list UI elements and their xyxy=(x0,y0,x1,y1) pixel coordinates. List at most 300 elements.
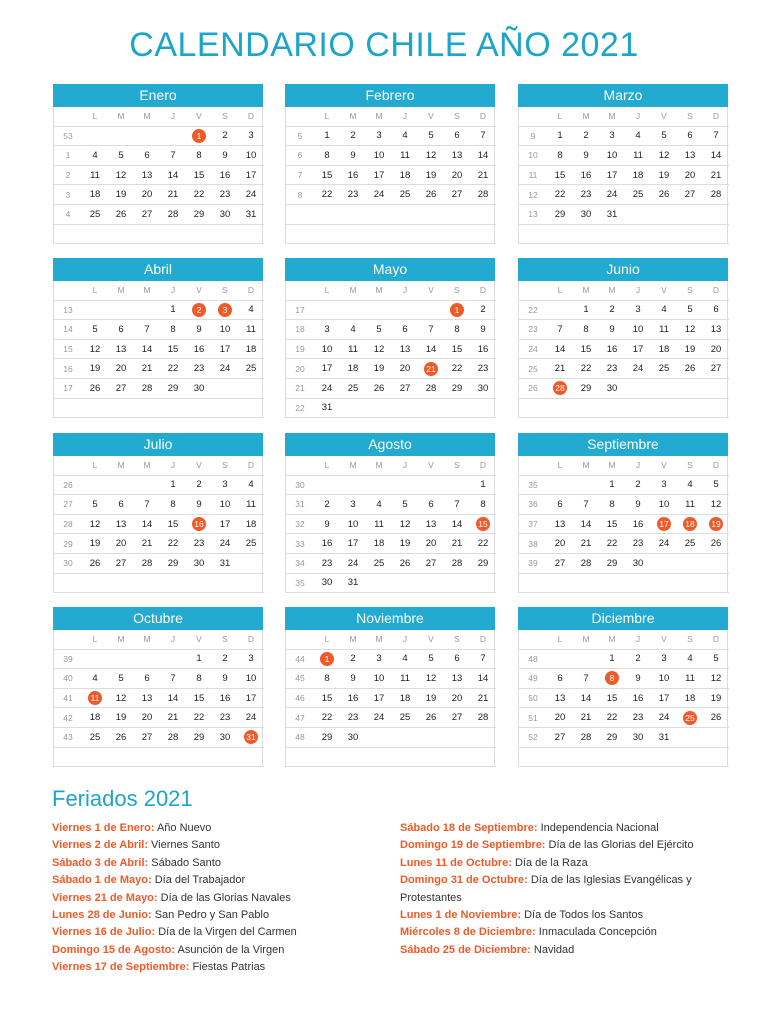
day-cell: 16 xyxy=(314,534,340,554)
day-cell xyxy=(340,224,366,244)
week-row xyxy=(519,398,729,418)
day-cell xyxy=(314,224,340,244)
day-cell: 22 xyxy=(470,534,496,554)
holiday-date: Lunes 11 de Octubre: xyxy=(400,856,512,869)
week-number: 30 xyxy=(54,553,82,573)
day-cell xyxy=(392,204,418,224)
holiday-marker: 17 xyxy=(657,517,671,531)
day-cell: 2 xyxy=(573,126,599,146)
weekday-label: V xyxy=(651,630,677,649)
day-cell: 20 xyxy=(108,359,134,379)
weekday-row xyxy=(286,281,496,300)
day-cell: 6 xyxy=(108,495,134,515)
day-cell xyxy=(547,398,573,418)
day-cell: 22 xyxy=(160,534,186,554)
day-cell: 18 xyxy=(340,359,366,379)
day-cell: 11 xyxy=(366,514,392,534)
week-row xyxy=(286,475,496,495)
day-cell: 2 xyxy=(186,475,212,495)
day-cell: 19 xyxy=(677,339,703,359)
day-cell: 24 xyxy=(340,553,366,573)
week-number: 25 xyxy=(519,359,547,379)
week-row xyxy=(519,495,729,515)
day-cell: 30 xyxy=(212,727,238,747)
day-cell: 20 xyxy=(134,185,160,205)
day-cell xyxy=(418,398,444,418)
day-cell: 11 xyxy=(651,320,677,340)
day-cell: 31 xyxy=(238,204,264,224)
week-row xyxy=(54,495,264,515)
day-cell: 14 xyxy=(470,669,496,689)
day-cell: 25 xyxy=(238,534,264,554)
weekday-label: D xyxy=(238,281,264,300)
day-cell: 7 xyxy=(160,146,186,166)
day-cell xyxy=(186,398,212,418)
day-cell: 28 xyxy=(160,727,186,747)
week-number xyxy=(519,398,547,418)
month-calendar xyxy=(53,84,263,244)
day-cell: 21 xyxy=(160,185,186,205)
week-number: 12 xyxy=(519,185,547,205)
day-cell: 17 xyxy=(625,339,651,359)
day-cell xyxy=(677,204,703,224)
day-cell: 19 xyxy=(82,359,108,379)
week-number: 20 xyxy=(286,359,314,379)
weekday-label: L xyxy=(547,456,573,475)
week-row xyxy=(286,534,496,554)
day-cell: 12 xyxy=(703,495,729,515)
day-cell: 12 xyxy=(418,146,444,166)
holiday-date: Viernes 1 de Enero: xyxy=(52,822,155,834)
weekday-label: V xyxy=(418,456,444,475)
week-number: 11 xyxy=(519,165,547,185)
day-cell: 23 xyxy=(340,708,366,728)
day-cell: 18 xyxy=(238,339,264,359)
day-cell: 13 xyxy=(134,165,160,185)
day-cell: 16 xyxy=(340,165,366,185)
day-cell: 20 xyxy=(108,534,134,554)
weekday-label: S xyxy=(444,281,470,300)
week-number: 39 xyxy=(519,553,547,573)
day-cell xyxy=(186,573,212,593)
week-number: 52 xyxy=(519,727,547,747)
holiday-item xyxy=(400,872,720,907)
day-cell: 12 xyxy=(703,669,729,689)
holiday-date: Miércoles 8 de Diciembre: xyxy=(400,926,536,939)
day-cell: 8 xyxy=(160,495,186,515)
day-cell: 9 xyxy=(599,320,625,340)
week-number: 9 xyxy=(519,126,547,146)
day-cell: 21 xyxy=(573,534,599,554)
day-cell: 29 xyxy=(160,378,186,398)
day-cell: 7 xyxy=(573,495,599,515)
day-cell: 18 xyxy=(392,165,418,185)
day-cell xyxy=(651,204,677,224)
weekday-label: M xyxy=(340,281,366,300)
day-cell: 8 xyxy=(186,669,212,689)
day-cell: 30 xyxy=(625,727,651,747)
month-header: Abril xyxy=(53,258,263,281)
weekday-label: V xyxy=(418,107,444,126)
day-cell: 4 xyxy=(651,300,677,320)
day-cell xyxy=(134,573,160,593)
day-cell: 30 xyxy=(186,378,212,398)
day-cell xyxy=(392,398,418,418)
holiday-name: Navidad xyxy=(533,943,575,956)
day-cell xyxy=(418,727,444,747)
day-cell: 29 xyxy=(573,378,599,398)
day-cell: 12 xyxy=(418,669,444,689)
day-cell: 5 xyxy=(366,320,392,340)
day-cell: 20 xyxy=(444,688,470,708)
holiday-marker: 31 xyxy=(244,730,258,744)
day-cell xyxy=(547,649,573,669)
month-grid xyxy=(54,630,264,767)
month-calendar xyxy=(518,84,728,244)
day-cell: 23 xyxy=(573,185,599,205)
day-cell xyxy=(160,573,186,593)
day-cell xyxy=(392,573,418,593)
holiday-date: Viernes 16 de Julio: xyxy=(52,926,156,939)
day-cell: 22 xyxy=(186,185,212,205)
week-row xyxy=(54,185,264,205)
day-cell: 2 xyxy=(625,475,651,495)
day-cell xyxy=(212,747,238,767)
day-cell: 25 xyxy=(392,708,418,728)
day-cell: 30 xyxy=(212,204,238,224)
day-cell: 2 xyxy=(625,649,651,669)
week-row xyxy=(519,688,729,708)
day-cell: 2 xyxy=(212,126,238,146)
day-cell: 11 xyxy=(238,495,264,515)
weekday-label: L xyxy=(314,107,340,126)
day-cell: 16 xyxy=(573,165,599,185)
week-number: 22 xyxy=(286,398,314,418)
day-cell: 18 xyxy=(82,708,108,728)
day-cell: 20 xyxy=(547,534,573,554)
day-cell: 13 xyxy=(444,669,470,689)
weekday-label: L xyxy=(82,630,108,649)
day-cell xyxy=(470,224,496,244)
day-cell xyxy=(418,573,444,593)
week-row xyxy=(286,514,496,534)
day-cell: 13 xyxy=(547,514,573,534)
day-cell xyxy=(625,573,651,593)
day-cell: 7 xyxy=(160,669,186,689)
day-cell xyxy=(444,398,470,418)
day-cell: 25 xyxy=(392,185,418,205)
week-number: 35 xyxy=(286,573,314,593)
day-cell: 24 xyxy=(212,359,238,379)
weekday-label: L xyxy=(82,281,108,300)
week-row xyxy=(519,534,729,554)
day-cell xyxy=(677,398,703,418)
week-number: 17 xyxy=(54,378,82,398)
day-cell: 27 xyxy=(134,204,160,224)
day-cell xyxy=(238,553,264,573)
weekday-label: M xyxy=(366,630,392,649)
weekday-label: M xyxy=(573,456,599,475)
day-cell: 13 xyxy=(108,339,134,359)
day-cell: 11 xyxy=(677,669,703,689)
day-cell: 3 xyxy=(651,475,677,495)
day-cell: 3 xyxy=(625,300,651,320)
day-cell: 17 xyxy=(366,688,392,708)
day-cell: 10 xyxy=(651,669,677,689)
weekday-label: V xyxy=(186,630,212,649)
week-number: 41 xyxy=(54,688,82,708)
day-cell: 6 xyxy=(444,126,470,146)
week-row xyxy=(286,747,496,767)
month-calendar xyxy=(285,433,495,593)
day-cell: 1 xyxy=(160,300,186,320)
month-grid xyxy=(519,281,729,418)
month-header: Agosto xyxy=(285,433,495,456)
day-cell xyxy=(340,475,366,495)
month-grid xyxy=(286,456,496,593)
weekday-row xyxy=(286,456,496,475)
day-cell xyxy=(314,747,340,767)
day-cell: 10 xyxy=(314,339,340,359)
holiday-day-cell xyxy=(186,514,212,534)
week-number-header xyxy=(54,630,82,649)
week-number: 40 xyxy=(54,669,82,689)
day-cell: 22 xyxy=(186,708,212,728)
day-cell: 14 xyxy=(444,514,470,534)
day-cell: 13 xyxy=(418,514,444,534)
day-cell xyxy=(703,747,729,767)
holiday-item xyxy=(52,942,372,959)
day-cell: 21 xyxy=(160,708,186,728)
day-cell: 12 xyxy=(677,320,703,340)
week-row xyxy=(54,688,264,708)
day-cell: 18 xyxy=(82,185,108,205)
day-cell: 5 xyxy=(108,146,134,166)
month-calendar xyxy=(518,258,728,418)
week-number: 17 xyxy=(286,300,314,320)
weekday-label: J xyxy=(160,281,186,300)
day-cell: 24 xyxy=(314,378,340,398)
day-cell xyxy=(418,224,444,244)
day-cell: 17 xyxy=(366,165,392,185)
weekday-label: D xyxy=(470,281,496,300)
day-cell: 3 xyxy=(340,495,366,515)
month-grid xyxy=(54,281,264,418)
day-cell xyxy=(418,475,444,495)
day-cell: 6 xyxy=(547,495,573,515)
holiday-marker: 21 xyxy=(424,362,438,376)
day-cell: 20 xyxy=(392,359,418,379)
day-cell: 10 xyxy=(238,669,264,689)
holiday-item xyxy=(52,890,372,907)
day-cell xyxy=(703,398,729,418)
day-cell xyxy=(703,378,729,398)
weekday-label: S xyxy=(444,107,470,126)
day-cell: 11 xyxy=(677,495,703,515)
day-cell: 11 xyxy=(625,146,651,166)
day-cell xyxy=(470,747,496,767)
day-cell: 14 xyxy=(573,688,599,708)
week-number: 49 xyxy=(519,669,547,689)
day-cell: 19 xyxy=(108,708,134,728)
week-row xyxy=(519,514,729,534)
day-cell: 14 xyxy=(418,339,444,359)
week-number: 42 xyxy=(54,708,82,728)
weekday-label: J xyxy=(160,630,186,649)
holiday-marker: 16 xyxy=(192,517,206,531)
day-cell xyxy=(444,224,470,244)
day-cell: 7 xyxy=(418,320,444,340)
day-cell: 17 xyxy=(340,534,366,554)
day-cell xyxy=(238,573,264,593)
day-cell: 10 xyxy=(238,146,264,166)
week-number: 22 xyxy=(519,300,547,320)
holiday-date: Lunes 28 de Junio: xyxy=(52,909,152,922)
day-cell: 16 xyxy=(212,688,238,708)
day-cell: 5 xyxy=(703,649,729,669)
day-cell: 25 xyxy=(366,553,392,573)
week-number: 6 xyxy=(286,146,314,166)
day-cell xyxy=(82,300,108,320)
day-cell: 4 xyxy=(392,649,418,669)
holiday-marker: 18 xyxy=(683,517,697,531)
day-cell: 5 xyxy=(108,669,134,689)
day-cell: 8 xyxy=(444,320,470,340)
day-cell xyxy=(340,398,366,418)
weekday-row xyxy=(54,107,264,126)
day-cell: 19 xyxy=(108,185,134,205)
month-header: Noviembre xyxy=(285,607,495,630)
day-cell: 8 xyxy=(314,669,340,689)
day-cell xyxy=(212,378,238,398)
weekday-label: J xyxy=(392,107,418,126)
day-cell: 9 xyxy=(314,514,340,534)
day-cell: 20 xyxy=(677,165,703,185)
week-row xyxy=(519,553,729,573)
week-number xyxy=(286,204,314,224)
day-cell: 21 xyxy=(703,165,729,185)
holiday-name: Asunción de la Virgen xyxy=(177,943,285,956)
weekday-label: S xyxy=(212,630,238,649)
day-cell: 5 xyxy=(82,495,108,515)
day-cell xyxy=(82,649,108,669)
holiday-marker: 28 xyxy=(553,381,567,395)
day-cell: 10 xyxy=(599,146,625,166)
day-cell: 27 xyxy=(703,359,729,379)
day-cell: 18 xyxy=(651,339,677,359)
day-cell: 13 xyxy=(108,514,134,534)
week-number: 33 xyxy=(286,534,314,554)
weekday-label: M xyxy=(599,630,625,649)
day-cell: 8 xyxy=(186,146,212,166)
day-cell xyxy=(625,398,651,418)
day-cell: 16 xyxy=(212,165,238,185)
day-cell xyxy=(599,747,625,767)
week-number: 19 xyxy=(286,339,314,359)
holiday-name: Sábado Santo xyxy=(151,856,221,869)
week-number: 8 xyxy=(286,185,314,205)
day-cell: 27 xyxy=(444,185,470,205)
day-cell xyxy=(108,475,134,495)
day-cell xyxy=(366,747,392,767)
day-cell: 1 xyxy=(160,475,186,495)
holiday-day-cell xyxy=(547,378,573,398)
day-cell: 14 xyxy=(134,339,160,359)
week-number xyxy=(519,224,547,244)
holiday-marker: 1 xyxy=(192,129,206,143)
week-number-header xyxy=(519,456,547,475)
week-row xyxy=(286,320,496,340)
day-cell: 10 xyxy=(212,495,238,515)
day-cell: 22 xyxy=(160,359,186,379)
weekday-label: V xyxy=(651,281,677,300)
day-cell: 9 xyxy=(340,146,366,166)
day-cell: 3 xyxy=(366,649,392,669)
day-cell: 24 xyxy=(238,185,264,205)
week-row xyxy=(286,708,496,728)
day-cell: 14 xyxy=(703,146,729,166)
day-cell xyxy=(82,573,108,593)
day-cell: 6 xyxy=(677,126,703,146)
holiday-item xyxy=(52,924,372,941)
weekday-row xyxy=(519,456,729,475)
week-row xyxy=(286,185,496,205)
day-cell xyxy=(82,126,108,146)
week-row xyxy=(54,146,264,166)
day-cell: 30 xyxy=(340,727,366,747)
day-cell xyxy=(444,747,470,767)
day-cell: 5 xyxy=(82,320,108,340)
weekday-row xyxy=(286,107,496,126)
weekday-label: M xyxy=(340,630,366,649)
day-cell xyxy=(444,475,470,495)
day-cell: 24 xyxy=(366,708,392,728)
day-cell: 23 xyxy=(625,708,651,728)
week-row xyxy=(54,126,264,146)
week-number-header xyxy=(54,107,82,126)
day-cell: 21 xyxy=(573,708,599,728)
day-cell: 23 xyxy=(212,185,238,205)
day-cell xyxy=(392,300,418,320)
day-cell: 25 xyxy=(651,359,677,379)
weekday-label: V xyxy=(186,107,212,126)
week-number: 18 xyxy=(286,320,314,340)
week-number-header xyxy=(286,281,314,300)
holiday-name: Día de la Virgen del Carmen xyxy=(158,926,297,939)
day-cell: 2 xyxy=(340,649,366,669)
month-calendar xyxy=(285,607,495,767)
day-cell xyxy=(703,224,729,244)
day-cell: 14 xyxy=(160,688,186,708)
day-cell xyxy=(366,300,392,320)
day-cell: 15 xyxy=(444,339,470,359)
day-cell xyxy=(134,475,160,495)
day-cell: 7 xyxy=(470,126,496,146)
holiday-marker: 19 xyxy=(709,517,723,531)
day-cell xyxy=(340,300,366,320)
month-calendar xyxy=(53,433,263,593)
weekday-label: L xyxy=(547,281,573,300)
day-cell xyxy=(186,747,212,767)
day-cell: 19 xyxy=(418,165,444,185)
weekday-row xyxy=(519,630,729,649)
week-row xyxy=(54,475,264,495)
day-cell xyxy=(677,573,703,593)
holiday-item xyxy=(400,837,720,854)
day-cell: 3 xyxy=(314,320,340,340)
holiday-day-cell xyxy=(470,514,496,534)
day-cell xyxy=(212,224,238,244)
